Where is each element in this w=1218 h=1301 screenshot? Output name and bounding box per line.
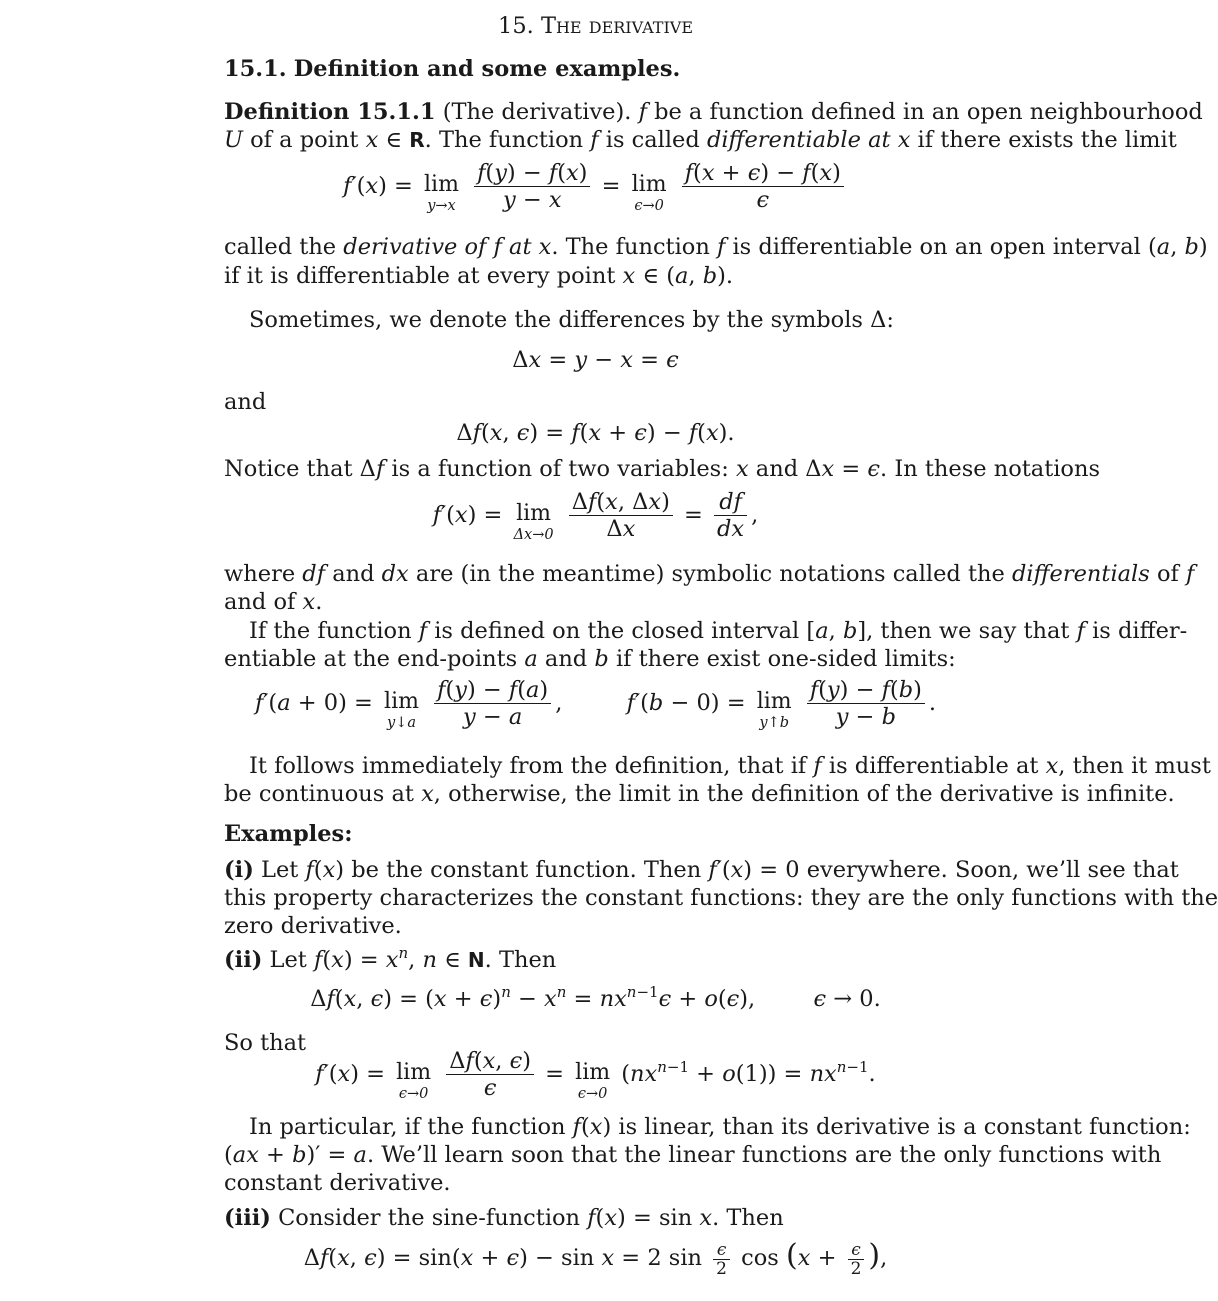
text: everywhere. Soon, we’ll see that (806, 857, 1179, 883)
text: Consider the sine-function (278, 1205, 581, 1231)
text: and of (224, 589, 296, 615)
page-header (0, 12, 1191, 40)
text: , then it must (1058, 753, 1211, 779)
text: if it is differentiable at every point (224, 263, 616, 289)
text: is differentiable on an open interval (732, 234, 1141, 260)
equation-delta-f: Δf(x, ϵ) = f(x + ϵ) − f(x). (456, 420, 735, 446)
example-label: (i) (224, 857, 254, 883)
text: at (509, 234, 532, 260)
example-i-line-2 (224, 884, 1218, 912)
example-label: (ii) (224, 947, 263, 973)
example-label: (iii) (224, 1205, 271, 1231)
text: Then (498, 947, 557, 973)
and-line (224, 388, 266, 416)
text: be continuous at (224, 781, 414, 807)
text: Examples: (224, 821, 353, 847)
equation-derivative-definition: f′(x) = lim y→x $\frac{f(y) - f(x)}{y - x}$ = lim ϵ→0 $\frac{f(x + \epsilon) - f(x)}{\epsilon}$ (0, 160, 1191, 214)
text: Let (261, 857, 299, 883)
text: entiable at the end-points (224, 646, 518, 672)
sometimes-line (249, 306, 894, 334)
text: is a function of two variables: (391, 456, 729, 482)
text: of (1156, 561, 1179, 587)
section-name: Definition and some examples. (293, 56, 681, 82)
text: is differentiable at (828, 753, 1039, 779)
if-line-1: If the function f is defined on the closed interval [a, b], then we say that f is differ- (249, 618, 1188, 644)
text: called the (224, 234, 337, 260)
text: It follows immediately from the definition, that if (249, 753, 807, 779)
text: is defined on the closed interval (434, 618, 800, 644)
particular-line-1: In particular, if the function f(x) is linear, than its derivative is a constant function: (249, 1114, 1191, 1140)
example-i-line-3 (224, 912, 402, 940)
text: this property characterizes the constant functions: they are the only functions with the (224, 885, 1218, 911)
equation-one-sided-limits: f′(a + 0) = lim y↓a $\frac{f(y) - f(a)}{y - a}$ , f′(b − 0) = lim y↑b $\frac{f(y) - f(b)}{y - b}$ . (254, 677, 937, 731)
text: In particular, if the function (249, 1114, 566, 1140)
text: zero derivative. (224, 913, 402, 939)
text: Sometimes, we denote the differences by the symbols Δ: (249, 307, 894, 333)
equation-differentials: f′(x) = lim Δx→0 $\frac{\Delta f(x, \Delta x)}{\Delta x}$ = $\frac{df}{dx}$ , (432, 489, 759, 543)
text: We’ll learn soon that the linear functions are the only functions with (381, 1142, 1162, 1168)
text: Then (726, 1205, 784, 1231)
text: if there exist one-sided limits: (615, 646, 956, 672)
text: of a point (250, 127, 359, 153)
text: is called (605, 127, 700, 153)
if-line-2: entiable at the end-points a and b if there exist one-sided limits: (224, 646, 956, 672)
example-i-line-1: (i) Let f(x) be the constant function. Then f′(x) = 0 everywhere. Soon, we’ll see that (224, 857, 1179, 883)
definition-label: Definition 15.1.1 (224, 99, 436, 125)
particular-line-3 (224, 1169, 451, 1197)
text: if there exists the limit (917, 127, 1177, 153)
text: The function (565, 234, 710, 260)
definition-line-1: Definition 15.1.1 (The derivative). f be a function defined in an open neighbourhood (224, 99, 1203, 125)
section-number: 15.1. (224, 56, 287, 82)
follows-line-1: It follows immediately from the definition, that if f is differentiable at x, then it must (249, 753, 1211, 779)
text: derivative of (343, 234, 487, 260)
text: The function (438, 127, 584, 153)
section-title (224, 55, 680, 83)
equation-power-delta: Δf(x, $\epsilon) = (x + \epsilon)^n - x^n = nx^{n-1}\epsilon + o(\epsilon)$, ϵ → 0. (310, 983, 881, 1012)
called-line-1: called the derivative of f at x. The function f is differentiable on an open interval (a, b) (224, 234, 1208, 260)
equation-delta-x: Δx = y − x = ϵ (512, 347, 679, 373)
text: be a function defined in an open neighbourhood (654, 99, 1203, 125)
definition-line-2: U of a point x ∈ R. The function f is called differentiable at x if there exists the limit (224, 127, 1177, 153)
called-line-2: if it is differentiable at every point x ∈ (a, b). (224, 263, 734, 289)
chapter-title: The derivative (540, 13, 693, 39)
text: be the constant function. Then (351, 857, 702, 883)
notice-line: Notice that Δf is a function of two variables: x and Δx = ϵ. In these notations (224, 456, 1101, 482)
text: So that (224, 1030, 307, 1056)
where-line-2: and of x. (224, 589, 323, 615)
text: differentials (1011, 561, 1150, 587)
text: constant derivative. (224, 1170, 451, 1196)
text: Let (269, 947, 307, 973)
text: and (332, 561, 375, 587)
text: differentiable at (706, 127, 891, 153)
text: If the function (249, 618, 412, 644)
chapter-number: 15. (498, 13, 534, 39)
equation-sine-delta: Δf(x, ϵ) = sin(x + ϵ) − sin x = 2 sin $\frac{\epsilon}{2}$ cos (x + $\frac{\epsilon}{2}$ ), (303, 1238, 888, 1279)
particular-line-2: (ax + b)′ = a. We’ll learn soon that the linear functions are the only functions with (224, 1142, 1162, 1168)
follows-line-2: be continuous at x, otherwise, the limit in the definition of the derivative is infinite. (224, 781, 1175, 807)
text: Notice that (224, 456, 353, 482)
text: , then we say that (866, 618, 1070, 644)
where-line-1: where df and dx are (in the meantime) symbolic notations called the differentials of f (224, 561, 1195, 587)
examples-heading (224, 820, 353, 848)
text: is linear, than its derivative is a constant function: (618, 1114, 1191, 1140)
text: and (544, 646, 588, 672)
text: are (in the meantime) symbolic notations called the (415, 561, 1005, 587)
equation-power-derivative: f′(x) = lim ϵ→0 $\frac{\Delta f(x, \epsilon)}{\epsilon}$ = lim ϵ→0 $(nx^{n-1} + o(1)) = nx^{n-1}$. (315, 1048, 876, 1102)
text: is differ- (1092, 618, 1188, 644)
example-iii-line: (iii) Consider the sine-function f(x) = sin x. Then (224, 1205, 784, 1231)
text: and (755, 456, 799, 482)
text: and (224, 389, 267, 415)
text: In these notations (894, 456, 1101, 482)
definition-name: (The derivative). (442, 99, 632, 125)
text: , otherwise, the limit in the definition of the derivative is infinite. (433, 781, 1175, 807)
example-ii-line: (ii) Let $f(x) = x^n$, n ∈ N. Then (224, 944, 557, 973)
text: where (224, 561, 296, 587)
